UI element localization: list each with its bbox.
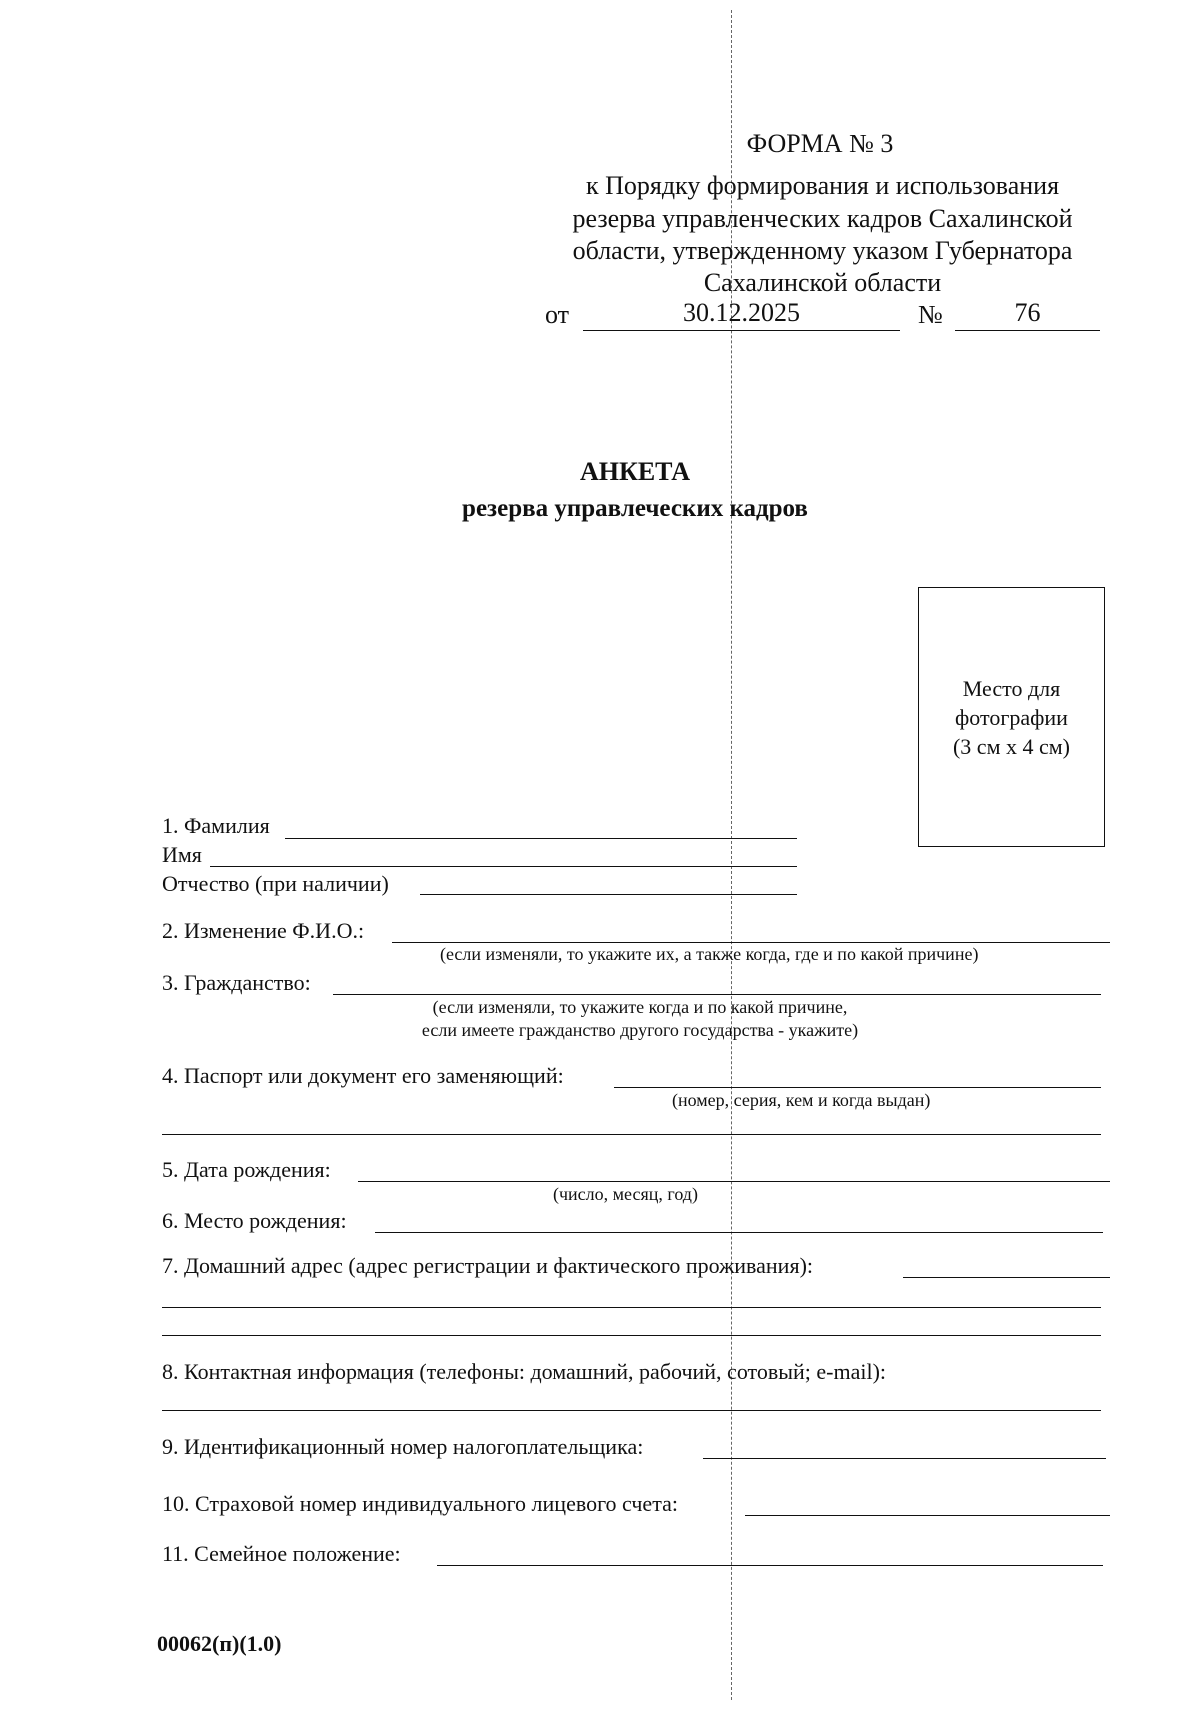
header-line-4: Сахалинской области: [703, 268, 942, 297]
number-underline: [955, 330, 1100, 331]
name-change-label: 2. Изменение Ф.И.О.:: [162, 918, 365, 943]
photo-placeholder-label: Место для фотографии (3 см х 4 см): [952, 675, 1071, 759]
number-label: №: [918, 300, 943, 329]
name-label: Имя: [162, 842, 202, 867]
tax-id-line[interactable]: [703, 1458, 1106, 1459]
header-line-1: к Порядку формирования и использования: [585, 171, 1060, 200]
name-change-line[interactable]: [392, 942, 1110, 943]
contact-info-line[interactable]: [162, 1410, 1101, 1411]
document-code: 00062(п)(1.0): [157, 1631, 282, 1656]
home-address-label: 7. Домашний адрес (адрес регистрации и фактического проживания):: [162, 1253, 814, 1278]
form-subtitle: резерва управлеческих кадров: [462, 495, 808, 522]
form-number-title: ФОРМА № 3: [746, 129, 894, 158]
birth-place-label: 6. Место рождения:: [162, 1208, 347, 1233]
surname-label: 1. Фамилия: [162, 813, 270, 838]
birth-date-line[interactable]: [358, 1181, 1110, 1182]
home-address-line-2[interactable]: [162, 1307, 1101, 1308]
photo-placeholder: [918, 587, 1105, 847]
home-address-line-1[interactable]: [903, 1277, 1110, 1278]
form-title: АНКЕТА: [579, 457, 691, 486]
surname-line[interactable]: [285, 838, 797, 839]
citizenship-label: 3. Гражданство:: [162, 970, 311, 995]
passport-label: 4. Паспорт или документ его заменяющий:: [162, 1063, 564, 1088]
tax-id-label: 9. Идентификационный номер налогоплательщика:: [162, 1434, 644, 1459]
insurance-number-line[interactable]: [745, 1515, 1110, 1516]
patronymic-label: Отчество (при наличии): [162, 871, 389, 896]
home-address-line-3[interactable]: [162, 1335, 1101, 1336]
birth-date-label: 5. Дата рождения:: [162, 1157, 331, 1182]
header-line-2: резерва управленческих кадров Сахалинской: [572, 204, 1073, 233]
citizenship-line[interactable]: [333, 994, 1101, 995]
passport-line-1[interactable]: [614, 1087, 1101, 1088]
insurance-number-label: 10. Страховой номер индивидуального лицевого счета:: [162, 1491, 678, 1516]
from-label: от: [545, 300, 570, 329]
contact-info-label: 8. Контактная информация (телефоны: домашний, рабочий, сотовый; e-mail):: [162, 1359, 887, 1384]
marital-status-line[interactable]: [437, 1565, 1103, 1566]
passport-line-2[interactable]: [162, 1134, 1101, 1135]
birth-place-line[interactable]: [375, 1232, 1103, 1233]
name-change-hint: (если изменяли, то укажите их, а также когда, где и по какой причине): [440, 944, 979, 964]
decree-date: 30.12.2025: [683, 298, 800, 327]
decree-number: 76: [1014, 298, 1041, 327]
marital-status-label: 11. Семейное положение:: [162, 1541, 401, 1566]
birth-date-hint: (число, месяц, год): [553, 1184, 698, 1204]
citizenship-hint-1: (если изменяли, то укажите когда и по какой причине,: [432, 997, 848, 1017]
name-line[interactable]: [210, 866, 797, 867]
header-line-3: области, утвержденному указом Губернатора: [572, 236, 1073, 265]
patronymic-line[interactable]: [420, 894, 797, 895]
passport-hint: (номер, серия, кем и когда выдан): [672, 1090, 931, 1110]
citizenship-hint-2: если имеете гражданство другого государства - укажите): [421, 1020, 859, 1040]
date-underline: [583, 330, 900, 331]
